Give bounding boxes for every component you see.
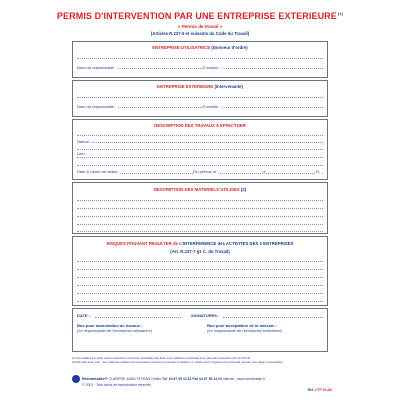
- writing-line[interactable]: [77, 224, 323, 225]
- heading-note: (2): [240, 187, 247, 192]
- document-title: [54, 11, 346, 21]
- heading-text: ENTREPRISE EXTERIEURE: [157, 84, 214, 89]
- responsable-name-label: Nom du responsable :: [77, 65, 117, 70]
- heading-note: (Intervenante): [214, 84, 243, 89]
- heading-text: DESCRIPTION DES MATERIELS UTILISES: [153, 187, 240, 192]
- document-subtitle: « Permis de travail »: [177, 24, 223, 29]
- heading-text-part2: L'INTERFERENCE des ACTIVITES DES 2 ENTREPRISES: [179, 241, 294, 246]
- section-heading: [73, 187, 327, 192]
- writing-line[interactable]: [77, 285, 323, 286]
- section-materiels: [72, 182, 328, 234]
- writing-line[interactable]: [77, 293, 323, 294]
- writing-line[interactable]: [77, 58, 323, 59]
- form-sheet: [54, 0, 346, 400]
- lieu-label: Lieu :: [77, 151, 87, 156]
- footnote-2: (2) Remplir avec soin : les matériels utilisés par l'entreprise extérieure pouvant constituer un risque pour l'hygiène et la sécurité, ajouter une page si nécessaire.: [72, 360, 284, 364]
- remarkable-logo-icon: [72, 375, 80, 383]
- responsable-function-label: Fonction :: [203, 65, 221, 70]
- nature-label: Nature :: [77, 139, 92, 144]
- writing-line[interactable]: [77, 216, 323, 217]
- reference-label: Réf.: [307, 387, 315, 392]
- section-heading: [73, 45, 327, 50]
- section-heading: [73, 84, 327, 89]
- signatures-label: SIGNATURES :: [191, 313, 220, 318]
- acceptation-label: Bon pour acceptation de la mission :: [207, 323, 278, 328]
- heading-text-part1: RISQUES POUVANT RESULTER de: [106, 241, 178, 246]
- authorization-sub-label: (Le responsable de l'entreprise utilisatrice): [77, 328, 153, 333]
- writing-line[interactable]: [77, 231, 323, 232]
- writing-line[interactable]: [77, 142, 323, 143]
- signature-date-line[interactable]: [95, 317, 181, 318]
- section-heading-note: [73, 249, 327, 254]
- section-heading: DESCRIPTION DES TRAVAUX A EFFECTUER: [154, 123, 246, 128]
- title-footnote-marker: (1): [337, 11, 344, 16]
- fin-heure-label: H.: [316, 169, 320, 174]
- acceptation-sub-label: (Le responsable de l'entreprise extérieure): [207, 328, 283, 333]
- reference-code: [308, 388, 332, 393]
- writing-line[interactable]: [77, 97, 323, 98]
- section-signatures: [72, 308, 328, 352]
- section-entreprise-utilisatrice: [72, 41, 328, 78]
- copyright-notice: © 2001 · Tous droits de reproduction réservés: [82, 383, 151, 387]
- writing-line[interactable]: [77, 301, 323, 302]
- publisher-address: CLAPIERS 34820 TEYRAN Cedex: [108, 376, 162, 381]
- footnote-1: (1) Formulaire à remplir après inspection commune préalable des lieux et en addition éventuelle à un plan de prévention (art. R.237-8).: [72, 356, 251, 360]
- brand-name: Remarkable®: [81, 375, 108, 381]
- document-title-text: PERMIS D'INTERVENTION PAR UNE ENTREPRISE EXTERIEURE: [56, 11, 337, 21]
- publisher-website[interactable]: Internet : www.remarkable.fr: [222, 376, 266, 381]
- responsable-function-label: Fonction :: [203, 104, 221, 109]
- signatures-line[interactable]: [223, 317, 323, 318]
- publisher-fax: Fax 04 67 59 24 04: [192, 376, 222, 381]
- writing-line[interactable]: [77, 208, 323, 209]
- writing-line[interactable]: [77, 157, 323, 158]
- publisher-phone: Tél. 04 67 55 12 81: [162, 376, 192, 381]
- section-heading: [73, 241, 327, 246]
- writing-line[interactable]: [77, 269, 323, 270]
- publisher-footer: [72, 375, 332, 392]
- section-entreprise-exterieure: [72, 80, 328, 117]
- responsable-name-label: Nom du responsable :: [77, 104, 117, 109]
- signature-date-label: DATE :: [77, 313, 91, 318]
- writing-line[interactable]: [77, 149, 323, 150]
- writing-line[interactable]: [77, 200, 323, 201]
- legal-articles-reference: (Articles R.237-6 et suivants du Code du Travail): [150, 31, 250, 36]
- footer-line-1: [72, 375, 332, 383]
- date-debut-label: Date & heure de début :: [77, 169, 120, 174]
- reference-value: CTF 51 AD: [314, 387, 332, 392]
- section-travaux: [72, 119, 328, 180]
- writing-line[interactable]: [77, 261, 323, 262]
- heading-note: (Donneur d'ordre): [211, 45, 248, 50]
- writing-line[interactable]: [77, 277, 323, 278]
- heading-text: ENTREPRISE UTILISATRICE: [152, 45, 211, 50]
- heading-note: (Art. R.237-7 §1 C. du Travail): [170, 249, 230, 254]
- section-risques: [72, 236, 328, 306]
- fin-prevue-label: Fin prévue le :: [193, 169, 219, 174]
- writing-line[interactable]: [77, 165, 323, 166]
- writing-line[interactable]: [77, 135, 323, 136]
- fin-a-label: à: [263, 169, 266, 174]
- footer-line-2: [72, 383, 332, 392]
- footnotes: [72, 356, 332, 364]
- authorization-label: Bon pour autorisation de travaux :: [77, 323, 143, 328]
